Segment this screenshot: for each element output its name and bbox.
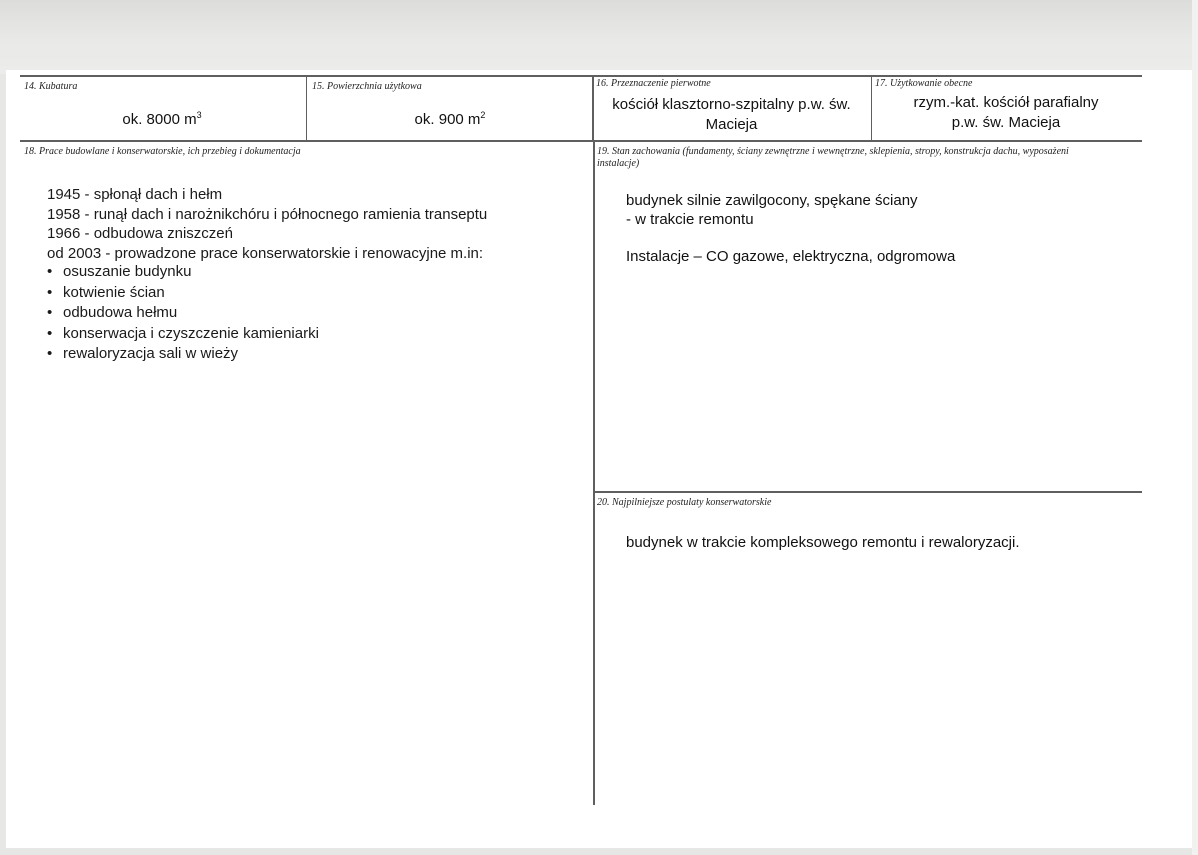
field-18-bullet-list (45, 262, 319, 365)
main-vertical-divider (593, 141, 595, 805)
field-17-label: 17. Użytkowanie obecne (875, 78, 973, 89)
bullet-item: • osuszanie budynku (45, 262, 319, 283)
field-19-line3: Instalacje – CO gazowe, elektryczna, odgromowa (626, 248, 956, 265)
field-19-line2: - w trakcie remontu (626, 211, 754, 228)
field-18-line: 1966 - odbudowa zniszczeń (47, 225, 233, 242)
scan-top-margin (0, 0, 1198, 74)
row1-bottom-border (20, 140, 1142, 142)
divider-19-20 (593, 491, 1142, 493)
field-19-label (597, 146, 1142, 170)
field-16-line1: kościół klasztorno-szpitalny p.w. św. (612, 96, 851, 113)
field-18-lines (47, 185, 487, 263)
field-14-text: ok. 8000 m (122, 111, 197, 128)
field-15-label: 15. Powierzchnia użytkowa (312, 81, 422, 92)
field-15-text: ok. 900 m (414, 111, 481, 128)
divider-15-16 (592, 75, 594, 141)
field-19-label-line2: instalacje) (597, 158, 640, 169)
field-14-label: 14. Kubatura (24, 81, 78, 92)
field-19-label-line1: 19. Stan zachowania (fundamenty, ściany zewnętrzne i wewnętrzne, sklepienia, stropy, konstrukcja dachu, wyposażeni (597, 146, 1069, 157)
divider-14-15 (306, 75, 307, 141)
field-18-line: 1945 - spłonął dach i hełm (47, 186, 223, 203)
field-18-line: od 2003 - prowadzone prace konserwatorskie i renowacyjne m.in: (47, 244, 484, 262)
field-14-value (24, 105, 300, 130)
bullet-item: • konserwacja i czyszczenie kamieniarki (45, 324, 319, 345)
field-15-unit-sup: 2 (480, 110, 486, 120)
field-17-line1: rzym.-kat. kościół parafialny (913, 94, 1099, 111)
field-18-line: 1958 - runął dach i narożnikchóru i północnego ramienia transeptu (47, 205, 488, 223)
field-14-unit-sup: 3 (196, 110, 202, 120)
divider-16-17 (871, 75, 872, 141)
scan-right-edge (1192, 0, 1198, 855)
top-border (20, 75, 1142, 77)
field-19-line1: budynek silnie zawilgocony, spękane ściany (626, 192, 918, 209)
field-16-label: 16. Przeznaczenie pierwotne (596, 78, 711, 89)
field-16-value (596, 95, 867, 135)
field-20-value: budynek w trakcie kompleksowego remontu i rewaloryzacji. (626, 534, 1020, 551)
field-17-value (875, 93, 1137, 133)
bullet-item: • rewaloryzacja sali w wieży (45, 344, 319, 365)
bullet-item: • odbudowa hełmu (45, 303, 319, 324)
field-20-label: 20. Najpilniejsze postulaty konserwatorskie (597, 497, 772, 508)
field-16-line2: Macieja (705, 116, 758, 133)
field-17-line2: p.w. św. Macieja (951, 114, 1061, 131)
field-18-label: 18. Prace budowlane i konserwatorskie, ich przebieg i dokumentacja (24, 146, 301, 157)
field-15-value (312, 105, 588, 130)
bullet-item: • kotwienie ścian (45, 283, 319, 304)
